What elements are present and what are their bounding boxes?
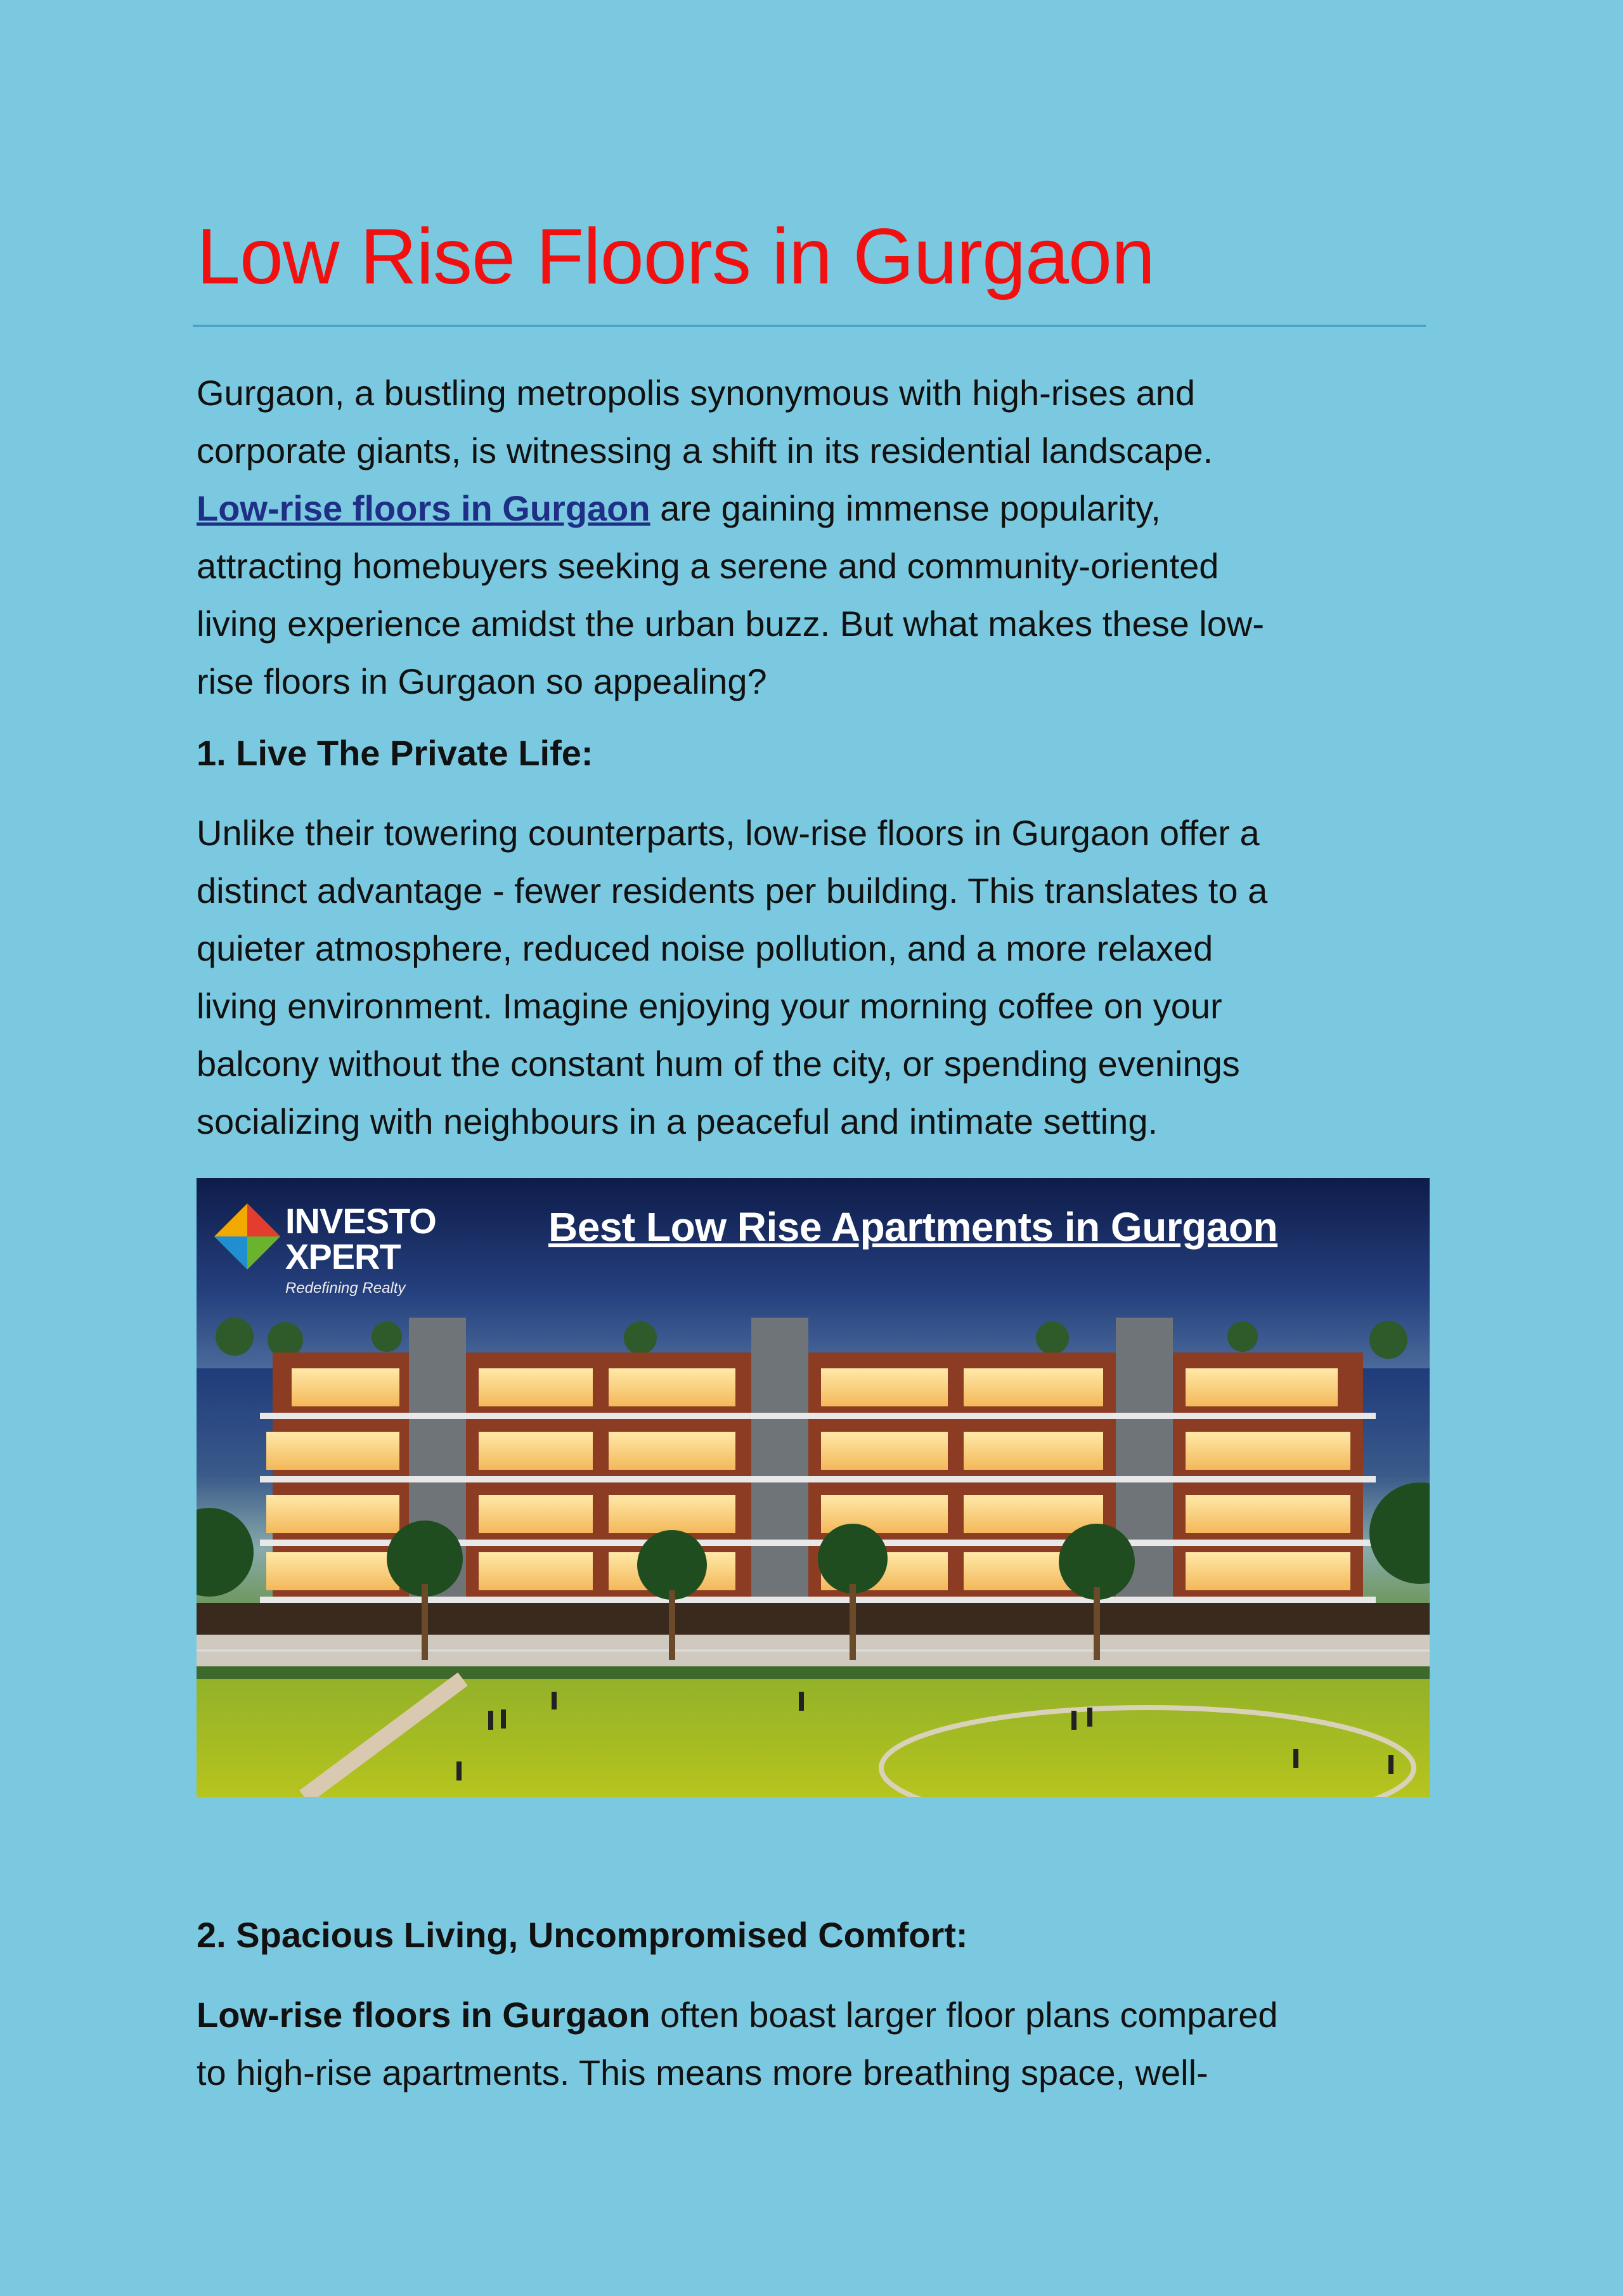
- section-2-heading: 2. Spacious Living, Uncompromised Comfort:: [197, 1915, 968, 1955]
- document-content: [197, 209, 1430, 2101]
- section-1-heading: 1. Live The Private Life:: [197, 733, 593, 773]
- section-1-line-1: Unlike their towering counterparts, low-rise floors in Gurgaon offer a: [197, 813, 1260, 853]
- intro-line-2: corporate giants, is witnessing a shift in its residential landscape.: [197, 431, 1213, 470]
- section-1-paragraph: [197, 804, 1430, 1150]
- logo-tagline: Redefining Realty: [285, 1280, 406, 1297]
- section-2-bold-lead: Low-rise floors in Gurgaon: [197, 1995, 650, 2035]
- section-2-line-1: often boast larger floor plans compared: [650, 1995, 1278, 2035]
- intro-line-4: attracting homebuyers seeking a serene and community-oriented: [197, 546, 1219, 586]
- investo-xpert-logo: [285, 1203, 436, 1274]
- section-1-line-6: socializing with neighbours in a peaceful and intimate setting.: [197, 1101, 1158, 1141]
- section-1-line-3: quieter atmosphere, reduced noise pollution, and a more relaxed: [197, 928, 1213, 968]
- intro-paragraph: [197, 364, 1430, 710]
- title-divider: [193, 325, 1426, 327]
- section-1-line-2: distinct advantage - fewer residents per building. This translates to a: [197, 871, 1268, 911]
- intro-line-6: rise floors in Gurgaon so appealing?: [197, 661, 767, 701]
- section-2-line-2: to high-rise apartments. This means more breathing space, well-: [197, 2053, 1208, 2092]
- intro-line-3: are gaining immense popularity,: [650, 488, 1161, 528]
- apartments-banner-image: [197, 1178, 1430, 1797]
- section-1-line-4: living environment. Imagine enjoying your morning coffee on your: [197, 986, 1222, 1026]
- section-1-line-5: balcony without the constant hum of the city, or spending evenings: [197, 1044, 1240, 1084]
- intro-line-1: Gurgaon, a bustling metropolis synonymous with high-rises and: [197, 373, 1196, 413]
- low-rise-floors-link[interactable]: Low-rise floors in Gurgaon: [197, 488, 650, 528]
- logo-line-1: INVESTO: [285, 1201, 436, 1241]
- logo-line-2: XPERT: [285, 1236, 401, 1276]
- intro-line-5: living experience amidst the urban buzz. But what makes these low-: [197, 604, 1264, 644]
- page-title: Low Rise Floors in Gurgaon: [197, 213, 1154, 301]
- section-2-paragraph: [197, 1986, 1430, 2101]
- banner-title: Best Low Rise Apartments in Gurgaon: [548, 1204, 1278, 1250]
